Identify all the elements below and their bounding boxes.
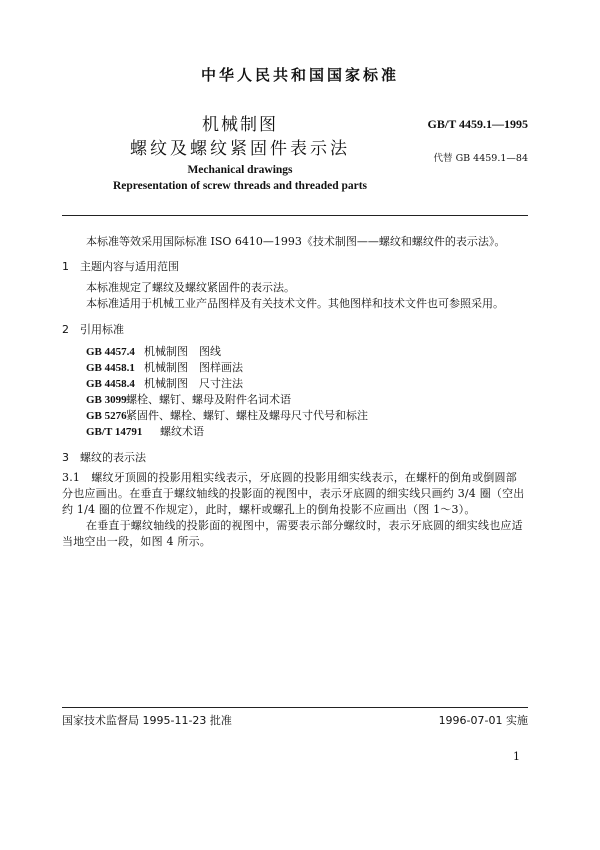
section1-paragraph1: 本标准规定了螺纹及螺纹紧固件的表示法。 — [86, 281, 295, 294]
title-cn-line1: 机械制图 — [202, 115, 278, 135]
section2-heading: 2 引用标准 — [62, 323, 124, 336]
section3-paragraph1: 3.1 螺纹牙顶圆的投影用粗实线表示，牙底圆的投影用细实线表示，在螺杆的倒角或倒圆部分也应画出。在垂直于螺纹轴线的投影面的视图中，表示牙底圆的细实线只画约 3/4 圈（空出约 1/4 圈的位置不作规定），此时，螺杆或螺孔上的倒角投影不应画出（图 1～3）。 — [62, 471, 525, 516]
standard-code: GB/T 4459.1—1995 — [427, 117, 528, 131]
replaces-standard: 代替 GB 4459.1—84 — [433, 153, 528, 164]
section1-paragraph2: 本标准适用于机械工业产品图样及有关技术文件。其他图样和技术文件也可参照采用。 — [86, 297, 504, 310]
reference-item — [86, 408, 368, 424]
reference-item — [86, 376, 243, 392]
section3-paragraph2: 在垂直于螺纹轴线的投影面的视图中，需要表示部分螺纹时，表示牙底圆的细实线也应适当地空出一段，如图 4 所示。 — [62, 519, 523, 548]
reference-title: 紧固件、螺栓、螺钉、螺柱及螺母尺寸代号和标注 — [126, 409, 368, 422]
country-standard-title: 中华人民共和国国家标准 — [200, 66, 399, 84]
reference-title: 机械制图 图样画法 — [144, 361, 243, 374]
reference-code: GB 4458.1 — [86, 362, 135, 374]
intro-paragraph: 本标准等效采用国际标准 ISO 6410—1993《技术制图——螺纹和螺纹件的表示法》。 — [86, 235, 506, 248]
title-en-line1: Mechanical drawings — [187, 164, 293, 176]
reference-title: 螺纹术语 — [160, 425, 204, 438]
reference-title: 机械制图 图线 — [144, 345, 221, 358]
reference-title: 螺栓、螺钉、螺母及附件名词术语 — [126, 393, 291, 406]
reference-item — [86, 360, 243, 376]
reference-item — [86, 392, 291, 408]
reference-item — [86, 424, 204, 440]
reference-code: GB 3099 — [86, 394, 127, 406]
footer-divider — [62, 707, 528, 708]
section1-heading: 1 主题内容与适用范围 — [62, 260, 179, 273]
title-en-line2: Representation of screw threads and threaded parts — [112, 180, 368, 192]
header-divider — [62, 215, 528, 216]
reference-code: GB 4458.4 — [86, 378, 135, 390]
implementation-date: 1996-07-01 实施 — [438, 714, 528, 727]
title-cn-line2: 螺纹及螺纹紧固件表示法 — [130, 139, 350, 159]
approval-date: 国家技术监督局 1995-11-23 批准 — [62, 714, 232, 727]
reference-title: 机械制图 尺寸注法 — [144, 377, 243, 390]
reference-item — [86, 344, 221, 360]
page-number: 1 — [513, 750, 520, 763]
reference-code: GB 5276 — [86, 410, 127, 422]
reference-code: GB 4457.4 — [86, 346, 135, 358]
reference-code: GB/T 14791 — [86, 426, 143, 438]
section3-heading: 3 螺纹的表示法 — [62, 451, 146, 464]
